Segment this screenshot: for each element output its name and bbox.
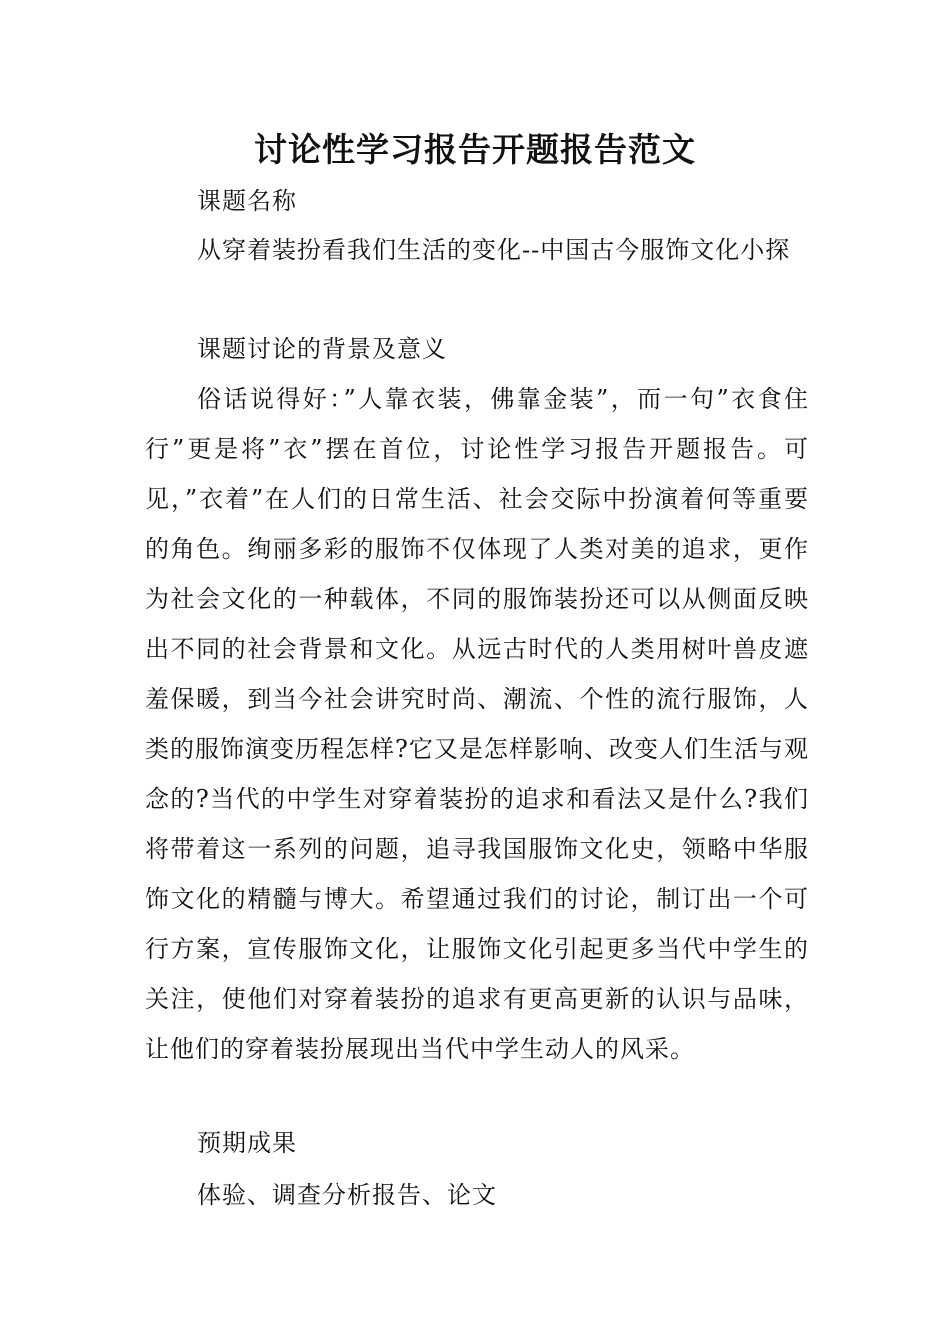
expected-results-text: 体验、调查分析报告、论文 (197, 1181, 497, 1209)
section-heading-expected-results: 预期成果 (197, 1129, 297, 1157)
background-body-text: 俗话说得好：”人靠衣装，佛靠金装”，而一句”衣食住行”更是将”衣”摆在首位，讨论性学习报告开题报告。可见，”衣着”在人们的日常生活、社会交际中扮演着何等重要的角色。绚丽多彩的服饰不仅体现了人类对美的追求，更作为社会文化的一种载体，不同的服饰装扮还可以从侧面反映出不同的社会背景和文化。从远古时代的人类用树叶兽皮遮羞保暖，到当今社会讲究时尚、潮流、个性的流行服饰，人类的服饰演变历程怎样?它又是怎样影响、改变人们生活与观念的?当代的中学生对穿着装扮的追求和看法又是什么?我们将带着这一系列的问题，追寻我国服饰文化史，领略中华服饰文化的精髓与博大。希望通过我们的讨论，制订出一个可行方案，宣传服饰文化，让服饰文化引起更多当代中学生的关注，使他们对穿着装扮的追求有更高更新的认识与品味，让他们的穿着装扮展现出当代中学生动人的风采。 (145, 385, 809, 1063)
topic-name-text: 从穿着装扮看我们生活的变化--中国古今服饰文化小探 (197, 236, 791, 264)
section-heading-background: 课题讨论的背景及意义 (197, 335, 447, 363)
document-title: 讨论性学习报告开题报告范文 (254, 130, 696, 169)
section-heading-topic-name: 课题名称 (197, 187, 297, 215)
